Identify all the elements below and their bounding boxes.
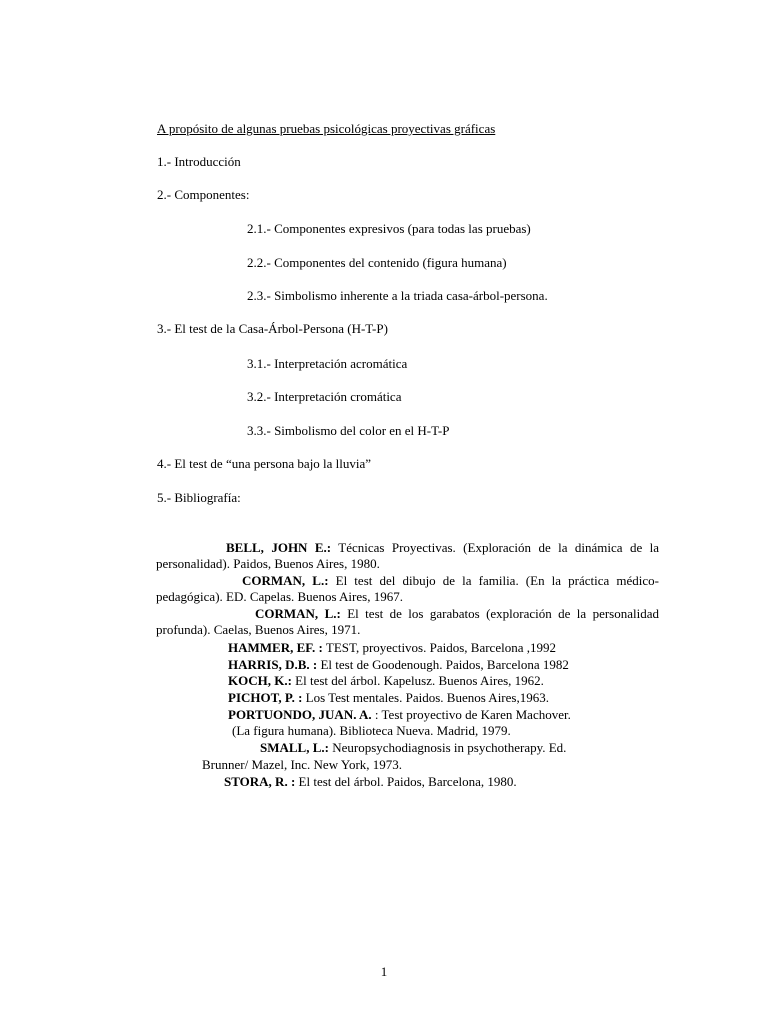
outline-item-3: 3.- El test de la Casa-Árbol-Persona (H-T-P) (157, 321, 388, 336)
bib-text: Técnicas Proyectivas. (Exploración de la dinámica de la personalidad). Paidos, Buenos Aires, 1980. (156, 540, 660, 572)
bibliography-entry (156, 606, 659, 639)
bib-author: CORMAN, L.: (242, 573, 329, 588)
outline-item-3-2: 3.2.- Interpretación cromática (247, 389, 402, 404)
bib-text: El test del árbol. Kapelusz. Buenos Aires, 1962. (291, 673, 544, 688)
outline-item-3-1: 3.1.- Interpretación acromática (247, 356, 408, 371)
bibliography-entry (228, 673, 668, 689)
document-title: A propósito de algunas pruebas psicológicas proyectivas gráficas (157, 121, 496, 136)
bib-text: : Test proyectivo de Karen Machover. (371, 707, 571, 722)
page-number: 1 (380, 964, 388, 979)
outline-item-2-3: 2.3.- Simbolismo inherente a la triada casa-árbol-persona. (247, 288, 548, 303)
bibliography-entry (156, 540, 659, 573)
bibliography-entry (228, 640, 668, 656)
bibliography-entry (224, 774, 664, 790)
bib-text: Los Test mentales. Paidos. Buenos Aires,1963. (302, 690, 549, 705)
bibliography-entry (228, 657, 668, 673)
outline-item-1: 1.- Introducción (157, 154, 241, 169)
bibliography-entry (156, 573, 659, 606)
bibliography-entry-continuation: Brunner/ Mazel, Inc. New York, 1973. (202, 757, 403, 772)
bib-author: PICHOT, P. : (228, 690, 303, 705)
bib-text: El test de los garabatos (exploración de la personalidad profunda). Caelas, Buenos Aires, 1971. (156, 606, 660, 638)
bib-text: El test del árbol. Paidos, Barcelona, 1980. (295, 774, 517, 789)
outline-item-2-1: 2.1.- Componentes expresivos (para todas las pruebas) (247, 221, 531, 236)
bib-text: Neuropsychodiagnosis in psychotherapy. Ed. (328, 740, 567, 755)
bib-author: SMALL, L.: (260, 740, 329, 755)
bibliography-entry (202, 740, 659, 756)
outline-item-5: 5.- Bibliografía: (157, 490, 241, 505)
outline-item-3-3: 3.3.- Simbolismo del color en el H-T-P (247, 423, 450, 438)
outline-item-4: 4.- El test de “una persona bajo la lluvia” (157, 456, 372, 471)
bibliography-entry (228, 707, 668, 723)
bib-author: STORA, R. : (224, 774, 296, 789)
bib-author: BELL, JOHN E.: (226, 540, 332, 555)
bib-author: KOCH, K.: (228, 673, 292, 688)
bib-author: HAMMER, EF. : (228, 640, 323, 655)
bibliography-entry (228, 690, 668, 706)
outline-item-2-2: 2.2.- Componentes del contenido (figura humana) (247, 255, 507, 270)
bib-text: TEST, proyectivos. Paidos, Barcelona ,1992 (322, 640, 556, 655)
bibliography-entry-continuation: (La figura humana). Biblioteca Nueva. Madrid, 1979. (232, 723, 511, 738)
outline-item-2: 2.- Componentes: (157, 187, 250, 202)
bib-text: El test de Goodenough. Paidos, Barcelona 1982 (317, 657, 569, 672)
bib-author: CORMAN, L.: (255, 606, 341, 621)
bib-text: El test del dibujo de la familia. (En la práctica médico-pedagógica). ED. Capelas. Buenos Aires, 1967. (156, 573, 659, 605)
bib-author: HARRIS, D.B. : (228, 657, 318, 672)
bib-author: PORTUONDO, JUAN. A. (228, 707, 372, 722)
